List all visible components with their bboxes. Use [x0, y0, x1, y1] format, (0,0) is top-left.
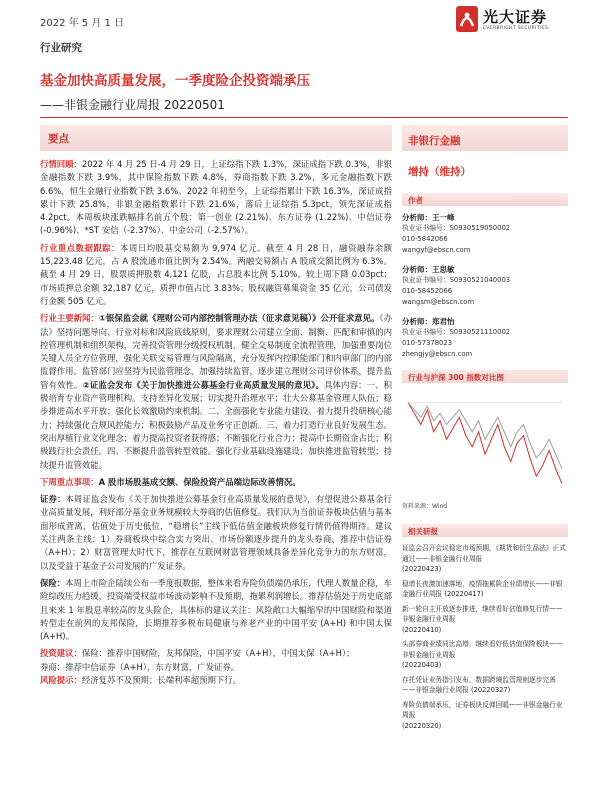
related-report-date: (20220410) — [402, 625, 442, 634]
key-points-body — [40, 158, 392, 691]
report-subtitle: ——非银金融行业周报 20220501 — [40, 98, 225, 112]
paragraph-insurance — [40, 577, 392, 643]
key-points-header — [40, 125, 392, 151]
analyst-email[interactable]: wangyf@ebscn.com — [402, 246, 471, 254]
industry-rating: 增持（维持） — [408, 166, 471, 178]
related-report-title: 头部券商业绩同比高增，继续看好低估值保险板块——非银金融行业周报 — [402, 640, 563, 659]
key-points-label: 要点 — [48, 133, 69, 145]
report-title: 基金加快高质量发展，一季度险企投资端承压 — [40, 73, 310, 89]
related-report-date: (20220423) — [402, 565, 442, 573]
brand-name-en: EVERBRIGHT SECURITIES — [483, 25, 549, 31]
kw-market-review: 行情回顾： — [40, 159, 82, 169]
analyst-card — [402, 316, 568, 360]
related-report-title: 寿险负债端承压，证券板块反弹回暖——非银金融行业周报 — [402, 700, 563, 719]
kw-next-week: 下周重点事项： — [40, 476, 99, 487]
related-report-item[interactable] — [402, 543, 568, 575]
chart-source: 资料来源：Wind — [402, 503, 448, 510]
analyst-name: 分析师：郑君怡 — [402, 317, 455, 326]
title-divider — [40, 117, 568, 118]
report-category: 行业研究 — [40, 42, 82, 54]
kw-news: 行业主要新闻： — [40, 313, 99, 324]
chart-series-line-2 — [408, 402, 562, 468]
related-report-item[interactable] — [402, 639, 568, 671]
kw-data-tracking: 行业重点数据跟踪： — [40, 242, 121, 253]
related-report-item[interactable] — [402, 700, 568, 732]
sidebar — [402, 128, 568, 735]
analyst-cert: 执业证书编号：S0930519050002 — [402, 224, 511, 232]
market-review-text: 2022 年 4 月 25 日-4 月 29 日，上证综指下跌 1.3%，深证成指下跌 0.3%，非银金融指数下跌 3.9%，其中保险指数下跌 4.8%，券商指数下跌 3.2%，多元金融指数下跌 6.6%，恒生金融行业指数下跌 3.6%。2022 年初至今，上证综指累计下跌 16.3%，深证成指累计下跌 25.8%，非银金融指数累计下跌 21.6%，落后上证综指 5.3pct，领先深证成指 4.2pct。本周板块涨跌幅排名前五个股：第一创业 (2.21%)、东方证券 (1.22%)、中信证券 (-0.96%)、*ST 安信（-2.37%）、中金公司（-2.57%）。 — [40, 159, 393, 236]
related-report-item[interactable] — [402, 604, 568, 636]
paragraph-news — [40, 312, 392, 472]
recommendation-text-2: 券商：推荐中信证券（A+H），东方财富，广发证券。 — [40, 661, 240, 672]
analyst-card — [402, 264, 568, 308]
news-headline-1: ①银保监会就《理财公司内部控制管理办法（征求意见稿）》公开征求意见。 — [98, 313, 380, 324]
news-headline-2: ②证监会发布《关于加快推进公募基金行业高质量发展的意见》。 — [82, 379, 325, 390]
kw-recommendation: 投资建议： — [40, 648, 82, 659]
insurance-text: 本周上市险企陆续公布一季度报数据，整体来看寿险负债端仍承压，代理人数量企稳，车险综改压力趋缓，投资端受权益市场波动影响不及预期，拖累利润增长。推荐估值处于历史底部且来来 1 年股息率较高的龙头险企，具体标的建议关注：风险敞口大幅缩窄的中国财险和渠道转型走在前列的友邦保险，长期推荐多税布局健康与养老产业的中国平安 (A+H) 和中国太保 (A+H)。 — [40, 577, 393, 642]
related-reports-list — [402, 543, 568, 731]
analyst-name: 分析师：王一峰 — [402, 213, 455, 222]
analyst-phone: 010-5842066 — [402, 235, 448, 243]
analyst-phone: 010-57378023 — [402, 339, 453, 347]
securities-text: 本周证监会发布《关于加快推进公募基金行业高质量发展的意见》，有望促进公募基金行业高质量发展，利好部分基金业务规模较大券商的估值修复。我们认为当前证券板块估值与基本面形成背离，估值处于历史低位，“稳增长”主线下低估值金融板块修复行情仍值得期待。建议关注两条主线：1）券商板块中综合实力突出、市场份额逐步提升的龙头券商，推荐中信证券（A+H）；2）财富管理大时代下，推荐在互联网财富管理领域具备差异化竞争力的东方财富，以及受益于基金子公司发展的广发证券。 — [40, 494, 392, 571]
chart-header: 行业与沪深 300 指数对比图 — [402, 370, 568, 383]
paragraph-risk — [40, 674, 392, 687]
industry-name: 非银行金融 — [408, 135, 461, 147]
comparison-chart-svg — [402, 387, 568, 499]
report-date: 2022 年 5 月 1 日 — [40, 18, 125, 29]
paragraph-securities — [40, 493, 392, 573]
analyst-name: 分析师：王思敏 — [402, 265, 455, 274]
comparison-chart — [402, 387, 568, 499]
analyst-cert: 执业证书编号：S0930521110002 — [402, 328, 511, 336]
analyst-email[interactable]: wangsm@ebscn.com — [402, 298, 475, 306]
related-report-title: 存托凭证业务指引发布，数据跨境监管规则逐步完善——非银金融行业周报 (20220327) — [402, 675, 556, 694]
brand-logo — [456, 6, 548, 32]
kw-securities: 证券： — [40, 494, 66, 505]
analyst-email[interactable]: zhengjy@ebscn.com — [402, 350, 473, 358]
related-report-date: (20220320) — [402, 721, 442, 730]
related-report-item[interactable] — [402, 579, 568, 600]
paragraph-data-tracking — [40, 242, 392, 308]
recommendation-text: 保险：推荐中国财险，友邦保险，中国平安（A+H），中国太保（A+H）； — [81, 648, 355, 659]
news-text-2: 具体内容：一、积极培育专业资产管理机构。支持差异化发展；切实提升治理水平；壮大公募基金管理人队伍；稳步推进高水平开放；强化长效激励约束机制。二、全面强化专业能力建设。着力提升投研核心能力；持续强化合规风控能力；积极鼓励产品及业务守正创新。三、着力打造行业良好发展生态。突出厚植行业文化理念；着力提高投资者获得感；不断强化行业合力；提高中长期资金占比；积极践行社会责任。四、不断提升监管转型效能。强化行业基础设施建设；加快推进监管转型；持续提升监管效能。 — [40, 379, 393, 470]
kw-risk: 风险提示： — [40, 674, 82, 685]
analyst-phone: 010-58452066 — [402, 287, 453, 295]
related-report-title: 稳增长夜激加速落地，疫情拖累险企业绩增长——非银金融行业周报 (20220417) — [402, 579, 563, 598]
authors-header: 作者 — [402, 193, 568, 206]
analyst-card — [402, 212, 568, 256]
everbright-logo-icon — [456, 6, 478, 32]
kw-insurance: 保险： — [40, 577, 66, 588]
paragraph-next-week — [40, 476, 392, 489]
analyst-list — [402, 212, 568, 360]
related-reports-header: 相关研报 — [402, 524, 568, 537]
data-tracking-text: 本周日均股基交易额为 9,974 亿元。截至 4 月 28 日，融资融券余额 15,223.48 亿元，占 A 股流通市值比例为 2.54%。两融交易额占 A 股成交额比例为 6.3%。截至 4 月 29 日，股票质押股数 4,121 亿股，占总股本比例 5.10%，较上周下降 0.03pct；市场质押总金额 32,187 亿元，质押市值占比 3.83%；股权融资募集资金 35 亿元，公司债发行金额 505 亿元。 — [40, 242, 393, 306]
brand-name: 光大证券 — [483, 7, 548, 26]
related-report-title: 新一轮自主开放逐步推进，继续看好估值修复行情——非银金融行业周报 — [402, 604, 563, 623]
paragraph-market-review — [40, 158, 392, 238]
news-text-1: 《办法》坚持问题导向、行业对标和风险底线原则，要求理财公司建立全面、制衡、匹配和审慎的内控管理机制和组织架构，完善投资管理分级授权机制，健全交易制度全流程管理，加强重要岗位关键人员全方位管理，强化关联交易管理与风险隔离，充分发挥内控职能部门和内审部门的内部监督作用。监管部门应坚持为民监管理念，加强持续监管，逐步建立理财公司评价体系，提升监管有效性。 — [40, 313, 392, 390]
analyst-cert: 执业证书编号：S0930521040003 — [402, 276, 511, 284]
paragraph-recommendation — [40, 647, 392, 674]
related-report-date: (20220403) — [402, 661, 442, 669]
risk-text: 经济复苏不及预期；长端利率超预期下行。 — [81, 674, 241, 685]
related-report-title: 证监会召开会议稳定市场预期，《期货和衍生品法》正式通过——非银金融行业周报 — [402, 544, 566, 563]
next-week-text: A 股市场股基成交额、保险投资产品端边际改善情况。 — [98, 476, 301, 487]
related-report-item[interactable] — [402, 675, 568, 696]
